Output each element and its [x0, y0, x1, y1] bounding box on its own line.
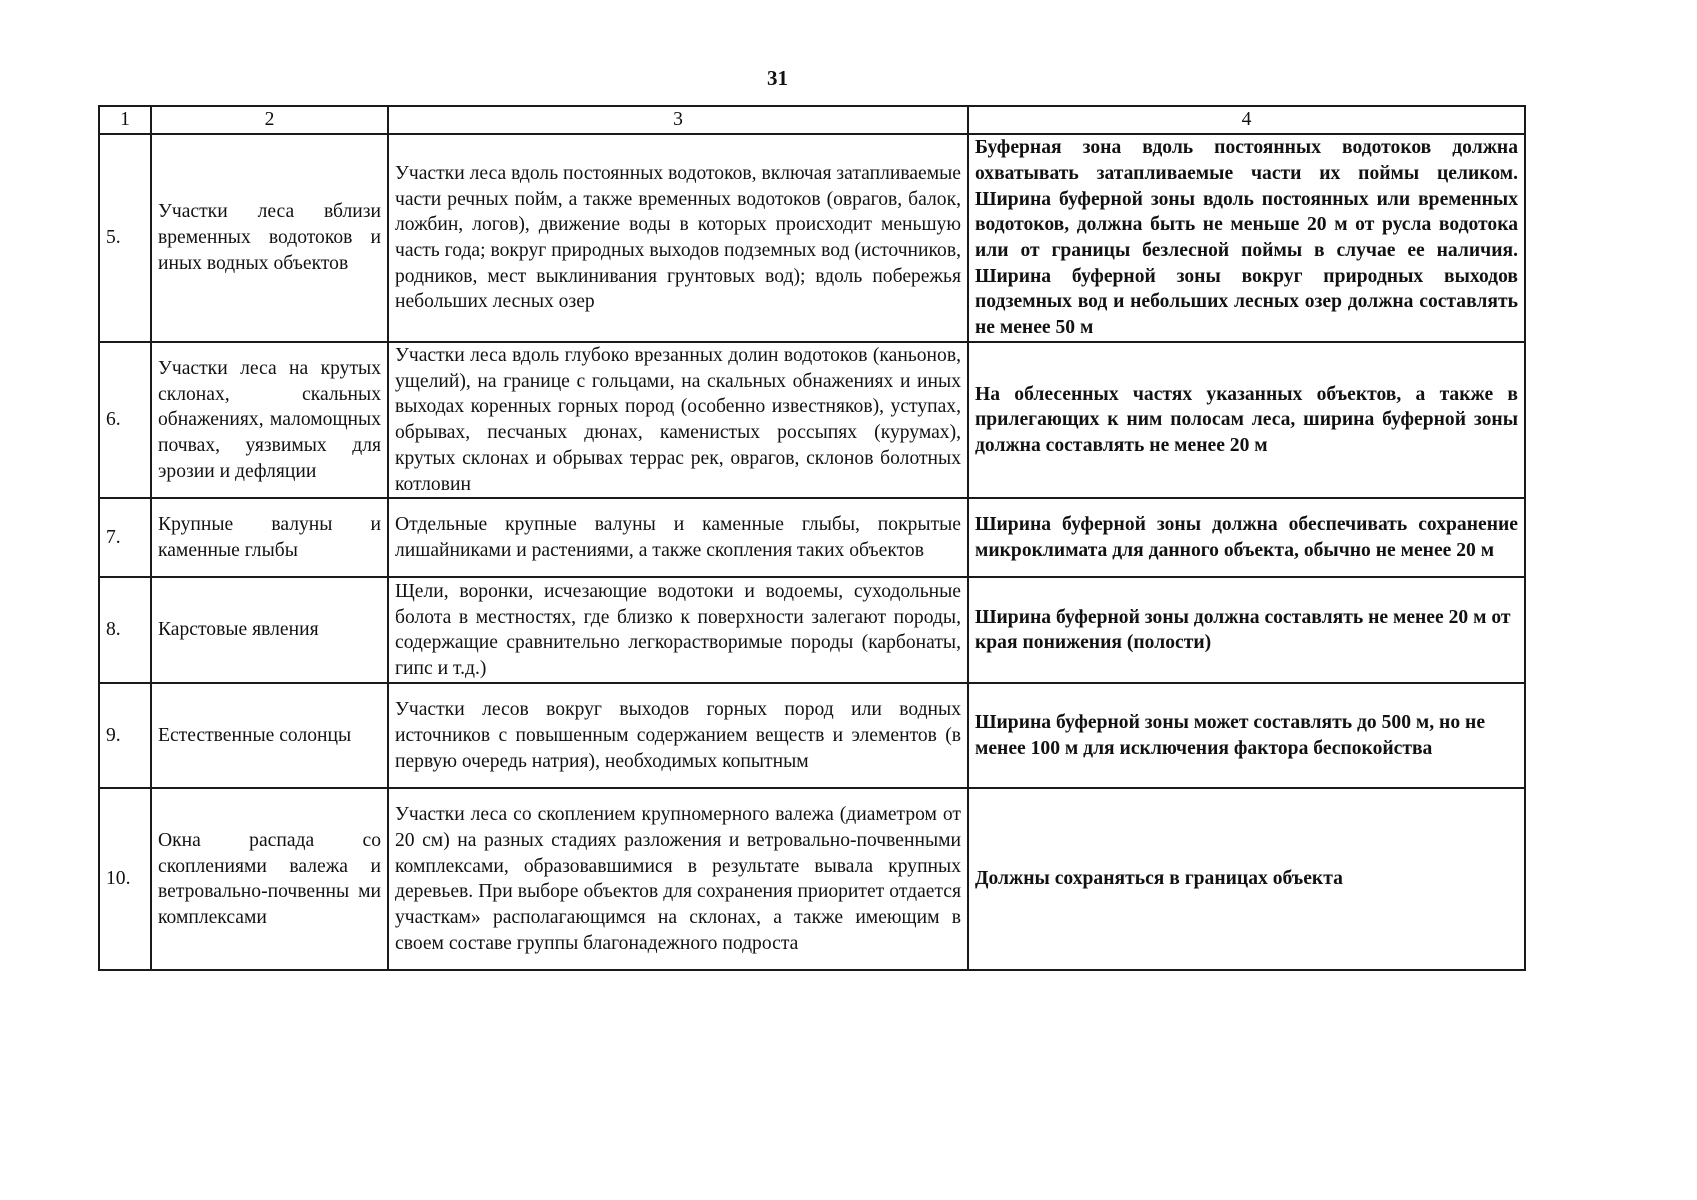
object-description-cell: Отдельные крупные валуны и каменные глыбы, покрытые лишайниками и растениями, а также скопления таких объектов [388, 498, 968, 577]
buffer-zone-cell: На облесенных частях указанных объектов, а также в прилегающих к ним полосам леса, ширина буферной зоны должна составлять не менее 20 м [968, 342, 1525, 498]
object-description-cell: Участки лесов вокруг выходов горных пород или водных источников с повышенным содержанием веществ и элементов (в первую очередь натрия), необходимых копытным [388, 683, 968, 788]
criteria-table [98, 105, 1526, 971]
column-number-cell: 2 [151, 106, 388, 134]
row-number-cell: 5. [99, 134, 151, 342]
column-number-cell: 3 [388, 106, 968, 134]
object-description-cell: Участки леса со скоплением крупномерного валежа (диаметром от 20 см) на разных стадиях разложения и ветровально-почвенными комплексами, образовавшимися в результате вывала крупных деревьев. При выборе объектов для сохранения приоритет отдается участкам» располагающимся на склонах, а также имеющим в своем составе группы благонадежного подроста [388, 788, 968, 970]
row-number-cell: 9. [99, 683, 151, 788]
buffer-zone-cell: Ширина буферной зоны должна составлять не менее 20 м от края понижения (полости) [968, 577, 1525, 683]
buffer-zone-cell: Буферная зона вдоль постоянных водотоков должна охватывать затапливаемые части их поймы целиком. Ширина буферной зоны вдоль постоянных или временных водотоков, должна быть не меньше 20 м от русла водотока или от границы безлесной поймы в случае ее наличия. Ширина буферной зоны вокруг природных выходов подземных вод и небольших лесных озер должна составлять не менее 50 м [968, 134, 1525, 342]
object-description-cell: Щели, воронки, исчезающие водотоки и водоемы, суходольные болота в местностях, где близко к поверхности залегают породы, содержащие сравнительно легкорастворимые породы (карбонаты, гипс и т.д.) [388, 577, 968, 683]
row-number-cell: 8. [99, 577, 151, 683]
row-number-cell: 6. [99, 342, 151, 498]
table-row [99, 683, 1525, 788]
column-number-cell: 1 [99, 106, 151, 134]
object-name-cell: Окна распада со скоплениями валежа и ветровально-почвенны ми комплексами [151, 788, 388, 970]
buffer-zone-cell: Ширина буферной зоны должна обеспечивать сохранение микроклимата для данного объекта, обычно не менее 20 м [968, 498, 1525, 577]
column-number-row [99, 106, 1525, 134]
object-description-cell: Участки леса вдоль постоянных водотоков, включая затапливаемые части речных пойм, а также временных водотоков (оврагов, балок, ложбин, логов), движение воды в которых происходит меньшую часть года; вокруг природных выходов подземных вод (источников, родников, мест выклинивания грунтовых вод); вдоль побережья небольших лесных озер [388, 134, 968, 342]
object-description-cell: Участки леса вдоль глубоко врезанных долин водотоков (каньонов, ущелий), на границе с гольцами, на скальных обнажениях и иных выходах коренных горных пород (особенно известняков), уступах, обрывах, песчаных дюнах, каменистых россыпях (курумах), крутых склонах и обрывах террас рек, оврагов, склонов болотных котловин [388, 342, 968, 498]
column-number-cell: 4 [968, 106, 1525, 134]
object-name-cell: Естественные солонцы [151, 683, 388, 788]
table-row [99, 498, 1525, 577]
object-name-cell: Крупные валуны и каменные глыбы [151, 498, 388, 577]
object-name-cell: Участки леса на крутых склонах, скальных обнажениях, маломощных почвах, уязвимых для эрозии и дефляции [151, 342, 388, 498]
table-row [99, 342, 1525, 498]
object-name-cell: Карстовые явления [151, 577, 388, 683]
buffer-zone-cell: Ширина буферной зоны может составлять до 500 м, но не менее 100 м для исключения фактора беспокойства [968, 683, 1525, 788]
row-number-cell: 7. [99, 498, 151, 577]
table-row [99, 788, 1525, 970]
table-row [99, 577, 1525, 683]
buffer-zone-cell: Должны сохраняться в границах объекта [968, 788, 1525, 970]
row-number-cell: 10. [99, 788, 151, 970]
page-number: 31 [767, 66, 788, 90]
object-name-cell: Участки леса вблизи временных водотоков и иных водных объектов [151, 134, 388, 342]
table-row [99, 134, 1525, 342]
